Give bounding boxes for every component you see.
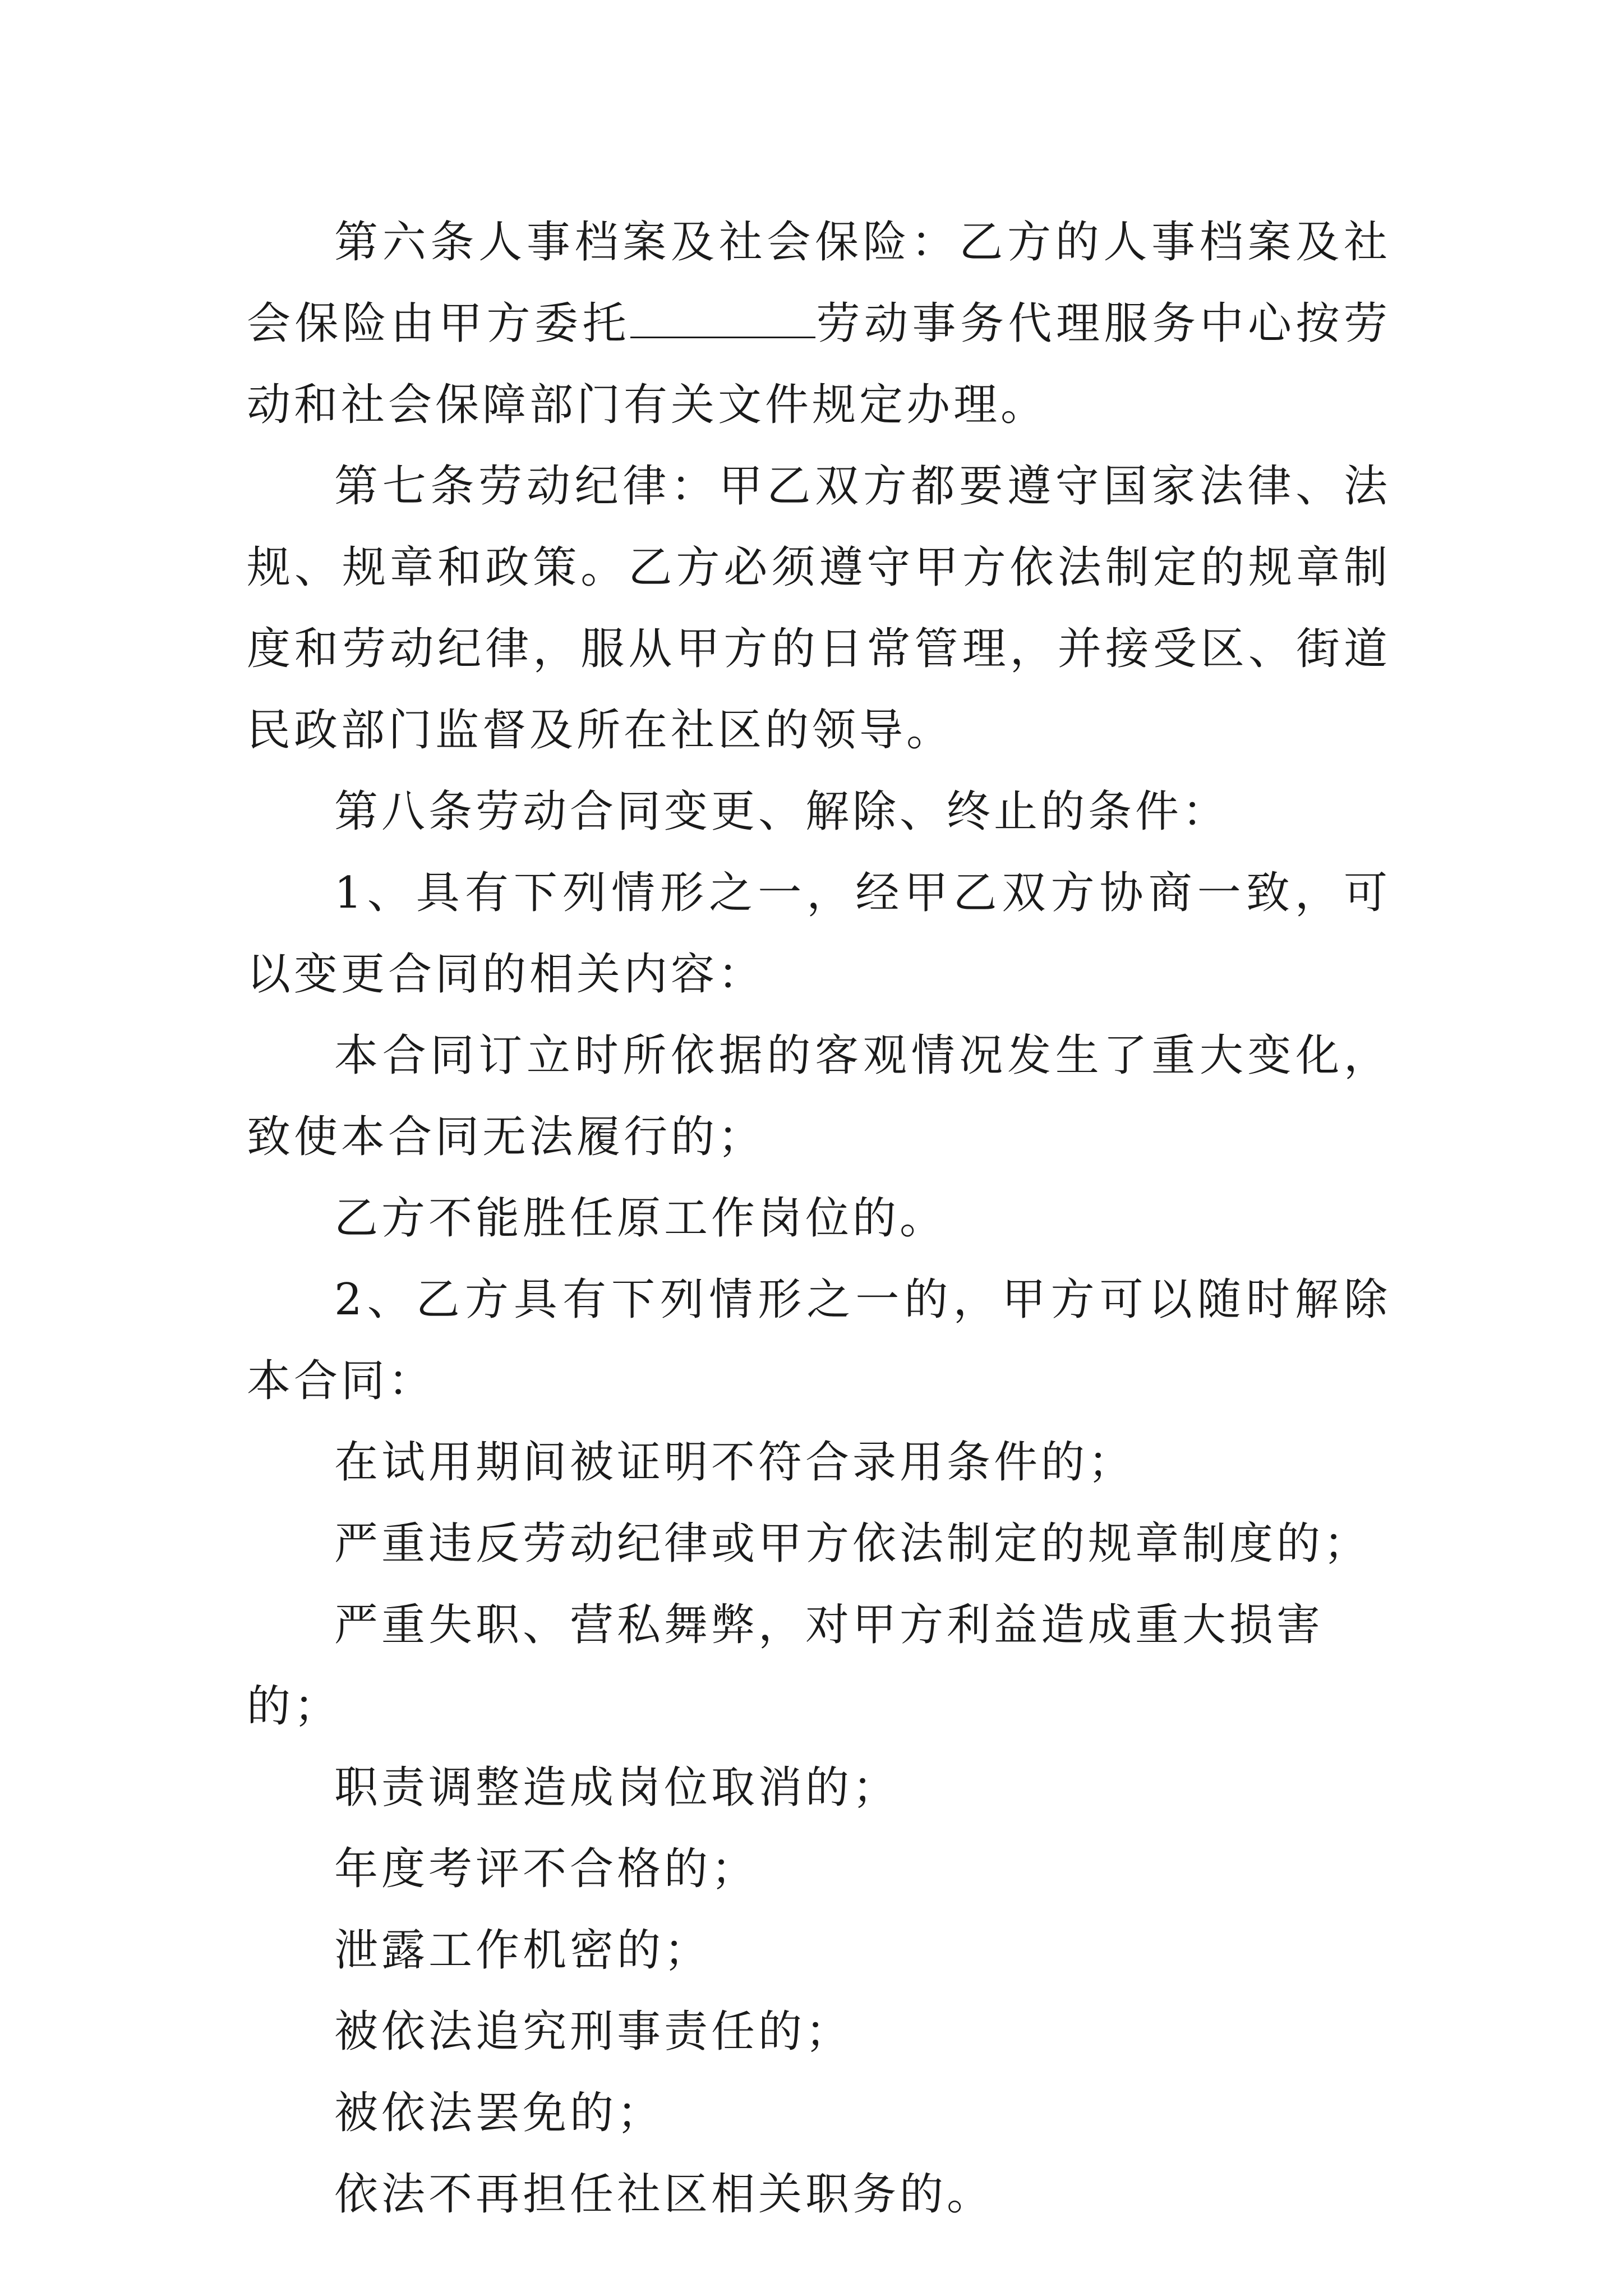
clause-1-item: 本合同订立时所依据的客观情况发生了重大变化，致使本合同无法履行的；	[247, 1030, 1391, 1162]
article-7-paragraph: 第七条劳动纪律：甲乙双方都要遵守国家法律、法规、规章和政策。乙方必须遵守甲方依法制定的规章制度和劳动纪律，服从甲方的日常管理，并接受区、街道民政部门监督及所在社区的领导。	[247, 461, 1391, 756]
article-6-text-end: 劳动事务代理服务中心按劳动和社会保障部门有关文件规定办理。	[247, 298, 1391, 430]
fill-in-blank	[630, 297, 815, 338]
clause-2-item: 被依法罢免的；	[334, 2088, 665, 2138]
article-6-text-start: 第六条人事档案及社会保险：乙方的人事档案及社会保险由甲方委托	[247, 217, 1391, 349]
clause-2-item: 严重违反劳动纪律或甲方依法制定的规章制度的；	[334, 1519, 1371, 1569]
article-6-paragraph	[247, 202, 1391, 446]
clause-2-item: 泄露工作机密的；	[334, 1925, 712, 1976]
clause-2-item: 被依法追究刑事责任的；	[334, 2007, 853, 2057]
clause-2-item: 严重失职、营私舞弊，对甲方利益造成重大损害的；	[247, 1600, 1324, 1732]
clause-2-item: 年度考评不合格的；	[334, 1844, 759, 1894]
clause-2-item: 依法不再担任社区相关职务的。	[334, 2169, 994, 2220]
clause-1-paragraph: 1、具有下列情形之一，经甲乙双方协商一致，可以变更合同的相关内容：	[247, 868, 1391, 1000]
clause-1-item: 乙方不能胜任原工作岗位的。	[334, 1193, 947, 1244]
clause-2-item: 在试用期间被证明不符合录用条件的；	[334, 1437, 1136, 1488]
clause-2-item: 职责调整造成岗位取消的；	[334, 1763, 900, 1813]
clause-2-paragraph: 2、乙方具有下列情形之一的，甲方可以随时解除本合同：	[247, 1274, 1391, 1406]
article-8-heading: 第八条劳动合同变更、解除、终止的条件：	[334, 786, 1230, 837]
document-body	[247, 202, 1391, 2235]
